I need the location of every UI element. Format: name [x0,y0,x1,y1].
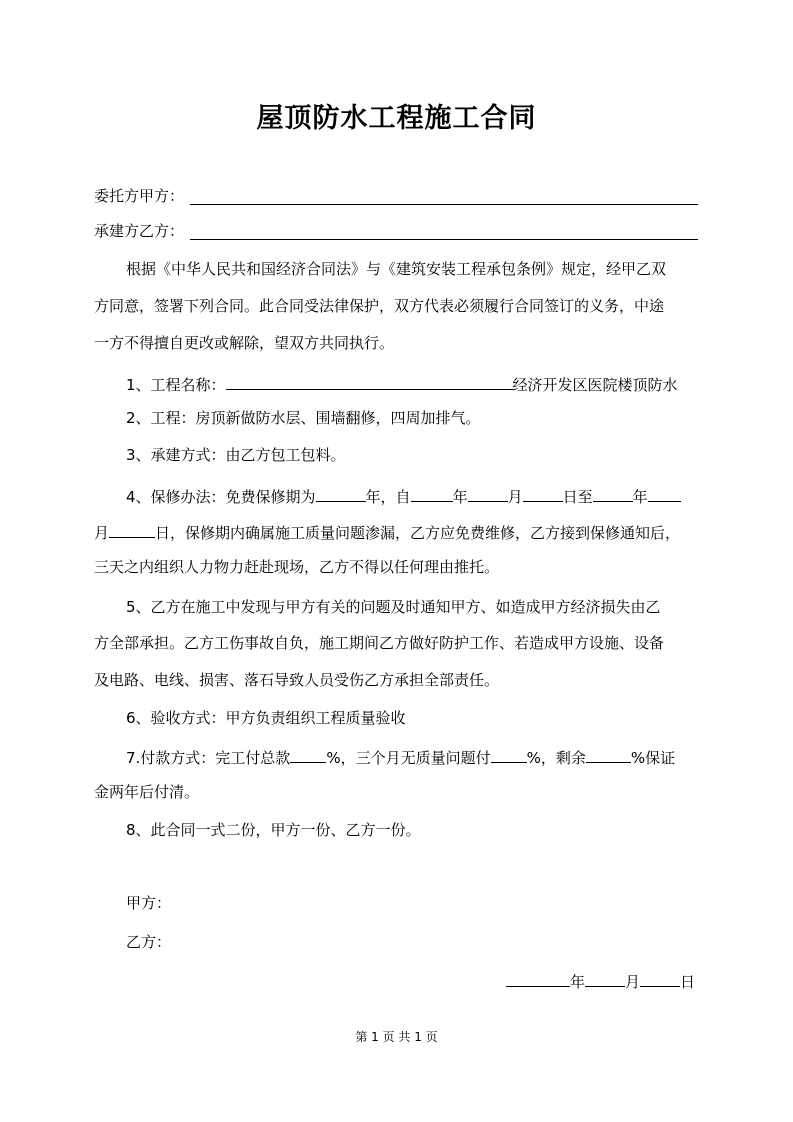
intro-line-1: 根据《中华人民共和国经济合同法》与《建筑安装工程承包条例》规定，经甲乙双 [126,260,667,278]
end-day-blank [109,520,155,538]
clause-1-blank [226,372,513,390]
end-year-blank [593,484,633,502]
page-footer: 第 1 页 共 1 页 [355,1030,438,1044]
document-title: 屋顶防水工程施工合同 [256,103,537,134]
date-year-label: 年 [570,973,586,991]
clause-7-text-d: %保证 [630,749,676,767]
clause-4-text-h: 日，保修期内确属施工质量问题渗漏，乙方应免费维修，乙方接到保修通知后， [155,524,681,542]
clause-4-text-c: 年 [452,488,468,506]
clause-6: 6、验收方式：甲方负责组织工程质量验收 [126,709,406,727]
clause-3: 3、承建方式：由乙方包工包料。 [126,446,346,464]
start-day-blank [523,484,563,502]
clause-4-text-f: 年 [632,488,648,506]
date-year-blank [506,969,570,987]
clause-1-value: 经济开发区医院楼顶防水 [512,376,678,394]
date-month-blank [585,969,625,987]
signature-party-b: 乙方： [126,933,172,951]
party-b-label: 承建方乙方： [94,222,185,240]
date-day-label: 日 [680,973,696,991]
clause-5-line-2: 方全部承担。乙方工伤事故自负，施工期间乙方做好防护工作、若造成甲方设施、设备 [94,634,665,652]
three-month-percent-blank [491,745,527,763]
party-b-blank [190,239,698,240]
clause-7-text-a: 7.付款方式：完工付总款 [126,749,291,767]
completion-percent-blank [290,745,326,763]
clause-4-line-3: 三天之内组织人力物力赶赴现场，乙方不得以任何理由推托。 [94,558,500,576]
clause-4-text-a: 4、保修办法：免费保修期为 [126,488,316,506]
clause-4-line-2 [94,520,680,543]
clause-7-line-2: 金两年后付清。 [94,783,200,801]
party-a-blank [190,204,698,205]
start-year-blank [411,484,453,502]
start-month-blank [468,484,508,502]
clause-2: 2、工程：房顶新做防水层、围墙翻修，四周加排气。 [126,409,481,427]
clause-7-text-b: %，三个月无质量问题付 [326,749,491,767]
clause-7-line-1 [126,745,675,768]
signature-party-a: 甲方： [126,894,172,912]
clause-5-line-1: 5、乙方在施工中发现与甲方有关的问题及时通知甲方、如造成甲方经济损失由乙 [126,598,661,616]
clause-5-line-3: 及电路、电线、损害、落石导致人员受伤乙方承担全部责任。 [94,671,500,689]
intro-line-2: 方同意，签署下列合同。此合同受法律保护，双方代表必须履行合同签订的义务，中途 [94,297,665,315]
date-line [506,969,695,992]
clause-4-text-g: 月 [94,524,110,542]
clause-1-prefix: 1、工程名称： [126,376,226,394]
clause-4-text-b: 年，自 [365,488,411,506]
clause-7-text-c: %，剩余 [526,749,586,767]
party-a-label: 委托方甲方： [94,187,185,205]
warranty-period-blank [316,484,366,502]
clause-4-text-e: 日至 [562,488,593,506]
clause-1 [126,372,678,395]
intro-line-3: 一方不得擅自更改或解除，望双方共同执行。 [94,334,395,352]
party-b-row [94,221,184,241]
clause-4-line-1 [126,484,681,507]
end-month-blank-start [648,484,681,502]
date-month-label: 月 [625,973,641,991]
party-a-row [94,186,184,206]
clause-8: 8、此合同一式二份，甲方一份、乙方一份。 [126,821,421,839]
date-day-blank [640,969,680,987]
clause-4-text-d: 月 [507,488,523,506]
remaining-percent-blank [586,745,631,763]
